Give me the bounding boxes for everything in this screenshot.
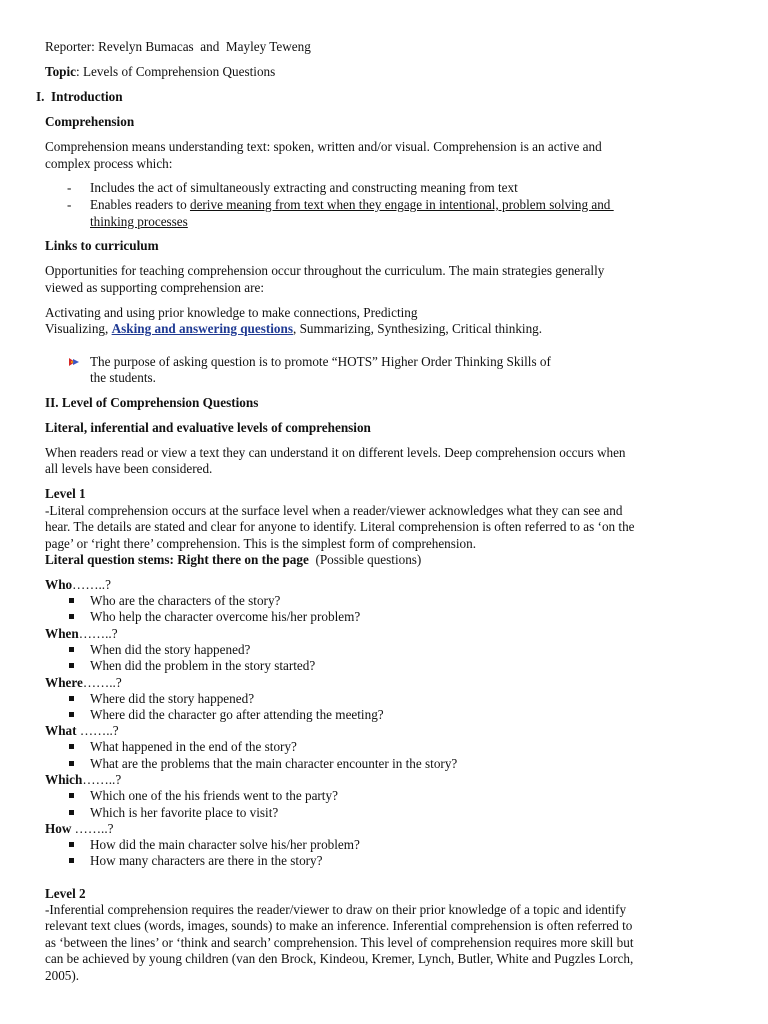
how-stem <box>45 821 114 838</box>
level-1-line-2: hear. The details are stated and clear for anyone to identify. Literal comprehension is often referred to as ‘on the <box>45 519 635 534</box>
strategies-text: , Summarizing, Synthesizing, Critical thinking. <box>293 321 543 336</box>
square-bullet-icon <box>69 744 74 749</box>
stem-dots: ……..? <box>72 577 111 592</box>
links-paragraph-line-2: viewed as supporting comprehension are: <box>45 280 264 295</box>
level-2-title: Level 2 <box>45 886 86 901</box>
question-item: When did the problem in the story started? <box>90 658 316 673</box>
topic-label: Topic <box>45 64 77 79</box>
stem-word: What <box>45 723 77 738</box>
square-bullet-icon <box>69 614 74 619</box>
levels-intro-line-2: all levels have been considered. <box>45 461 213 476</box>
which-stem <box>45 772 121 789</box>
square-bullet-icon <box>69 858 74 863</box>
square-bullet-icon <box>69 810 74 815</box>
comprehension-paragraph-line-2: complex process which: <box>45 156 173 171</box>
reporter-names: Revelyn Bumacas and Mayley Teweng <box>98 39 311 54</box>
levels-intro-line-1: When readers read or view a text they can understand it on different levels. Deep comprehension occurs when <box>45 445 626 460</box>
stem-word: Where <box>45 675 83 690</box>
square-bullet-icon <box>69 712 74 717</box>
list-item <box>90 197 614 214</box>
question-item: What happened in the end of the story? <box>90 739 297 754</box>
underlined-text: derive meaning from text when they engage in intentional, problem solving and <box>189 197 614 212</box>
question-item: Where did the story happened? <box>90 691 255 706</box>
what-stem <box>45 723 119 740</box>
question-item: Who are the characters of the story? <box>90 593 281 608</box>
question-item: How many characters are there in the story? <box>90 853 323 868</box>
where-stem <box>45 675 122 692</box>
question-item: What are the problems that the main character encounter in the story? <box>90 756 458 771</box>
question-item: How did the main character solve his/her problem? <box>90 837 360 852</box>
level-1-line-1: -Literal comprehension occurs at the surface level when a reader/viewer acknowledges what they can see and <box>45 503 623 518</box>
arrow-bullet-icon <box>68 356 80 368</box>
strategies-line-1: Activating and using prior knowledge to make connections, Predicting <box>45 305 418 320</box>
square-bullet-icon <box>69 647 74 652</box>
square-bullet-icon <box>69 793 74 798</box>
question-item: Which is her favorite place to visit? <box>90 805 279 820</box>
stem-word: When <box>45 626 79 641</box>
section-1-heading: I. Introduction <box>36 89 123 104</box>
stem-dots: ……..? <box>78 626 118 641</box>
level-1-line-3: page’ or ‘right there’ comprehension. This is the simplest form of comprehension. <box>45 536 477 551</box>
level-2-line-5: 2005). <box>45 968 80 983</box>
levels-subheading: Literal, inferential and evaluative levels of comprehension <box>45 420 371 435</box>
stem-dots: ……..? <box>71 821 114 836</box>
literal-stems-line <box>45 552 421 569</box>
underlined-text: thinking processes <box>90 214 188 229</box>
square-bullet-icon <box>69 598 74 603</box>
square-bullet-icon <box>69 663 74 668</box>
level-2-line-3: as ‘between the lines’ or ‘think and search’ comprehension. This level of comprehension requires more skill but <box>45 935 634 950</box>
reporter-line <box>45 39 311 56</box>
list-item: Includes the act of simultaneously extracting and constructing meaning from text <box>90 180 518 195</box>
strategies-line-2 <box>45 321 542 338</box>
list-item-text: Enables readers to <box>90 197 190 212</box>
comprehension-heading: Comprehension <box>45 114 135 129</box>
level-2-line-2: relevant text clues (words, images, sounds) to make an inference. Inferential comprehension is often referred to <box>45 918 633 933</box>
literal-stems-label: Literal question stems: Right there on the page <box>45 552 309 567</box>
when-stem <box>45 626 118 643</box>
level-1-title: Level 1 <box>45 486 86 501</box>
stem-dots: ……..? <box>82 675 122 690</box>
reporter-label: Reporter: <box>45 39 95 54</box>
square-bullet-icon <box>69 696 74 701</box>
question-item: Where did the character go after attending the meeting? <box>90 707 384 722</box>
question-item: When did the story happened? <box>90 642 251 657</box>
topic-text: : Levels of Comprehension Questions <box>76 64 276 79</box>
topic-line <box>45 64 275 81</box>
stem-word: Which <box>45 772 83 787</box>
section-2-heading: II. Level of Comprehension Questions <box>45 395 259 410</box>
stem-word: How <box>45 821 72 836</box>
level-2-line-4: can be achieved by young children (van den Brock, Kindeou, Kremer, Lynch, Butler, White and Pugzles Lorch, <box>45 951 634 966</box>
square-bullet-icon <box>69 842 74 847</box>
question-item: Who help the character overcome his/her problem? <box>90 609 361 624</box>
links-paragraph-line-1: Opportunities for teaching comprehension occur throughout the curriculum. The main strategies generally <box>45 263 605 278</box>
purpose-line-2: the students. <box>90 370 156 385</box>
literal-stems-note: (Possible questions) <box>308 552 422 567</box>
stem-word: Who <box>45 577 73 592</box>
asking-questions-link[interactable]: Asking and answering questions <box>111 321 293 336</box>
stem-dots: ……..? <box>76 723 119 738</box>
who-stem <box>45 577 111 594</box>
stem-dots: ……..? <box>82 772 122 787</box>
strategies-text: Visualizing, <box>45 321 112 336</box>
links-heading: Links to curriculum <box>45 238 159 253</box>
question-item: Which one of the his friends went to the party? <box>90 788 338 803</box>
level-2-line-1: -Inferential comprehension requires the reader/viewer to draw on their prior knowledge of a topic and identify <box>45 902 627 917</box>
purpose-line-1: The purpose of asking question is to promote “HOTS” Higher Order Thinking Skills of <box>90 354 551 369</box>
comprehension-paragraph-line-1: Comprehension means understanding text: spoken, written and/or visual. Comprehension is an active and <box>45 139 602 154</box>
dash-bullet: - <box>67 197 72 212</box>
dash-bullet: - <box>67 180 72 195</box>
square-bullet-icon <box>69 761 74 766</box>
